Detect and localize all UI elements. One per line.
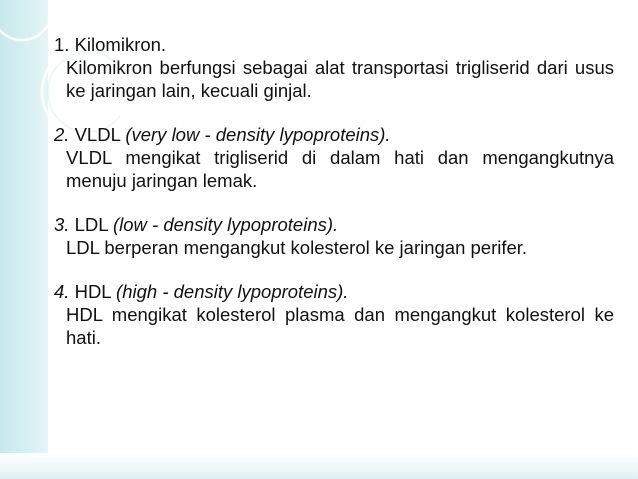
- item-title: [54, 33, 614, 56]
- item-term: Kilomikron.: [74, 34, 167, 55]
- description-line: kolesterol ke hati.: [66, 304, 614, 348]
- description-line: VLDL mengikat trigliserid di dalam hati dan: [66, 147, 469, 168]
- list-item-vldl: [54, 123, 614, 192]
- item-number: 3.: [54, 214, 70, 235]
- item-description: [66, 56, 614, 102]
- description-line: mengangkutnya menuju jaringan lemak.: [66, 147, 615, 191]
- description-line: LDL berperan mengangkut kolesterol ke jaringan: [66, 237, 466, 258]
- bottom-decorative-band: [0, 453, 638, 479]
- item-description: [66, 303, 614, 349]
- description-line: perifer.: [470, 237, 528, 258]
- item-term: VLDL: [74, 124, 121, 145]
- item-title: [54, 213, 614, 236]
- slide-content: [54, 33, 614, 370]
- description-line: Kilomikron berfungsi sebagai alat transportasi: [66, 57, 449, 78]
- item-number: 4.: [54, 281, 70, 302]
- item-description: [66, 236, 614, 259]
- list-item-hdl: [54, 280, 614, 349]
- item-number: 1.: [54, 34, 70, 55]
- item-term-note: (high - density lypoproteins).: [116, 281, 349, 302]
- item-number: 2.: [54, 124, 70, 145]
- item-term-note: (very low - density lypoproteins).: [125, 124, 391, 145]
- item-title: [54, 123, 614, 146]
- list-item-ldl: [54, 213, 614, 259]
- list-item-kilomikron: [54, 33, 614, 102]
- description-line: trigliserid dari usus ke jaringan lain, kecuali ginjal.: [66, 57, 615, 101]
- item-description: [66, 146, 614, 192]
- item-term: HDL: [74, 281, 111, 302]
- item-title: [54, 280, 614, 303]
- item-term: LDL: [74, 214, 108, 235]
- item-term-note: (low - density lypoproteins).: [112, 214, 339, 235]
- description-line: HDL mengikat kolesterol plasma dan mengangkut: [66, 304, 497, 325]
